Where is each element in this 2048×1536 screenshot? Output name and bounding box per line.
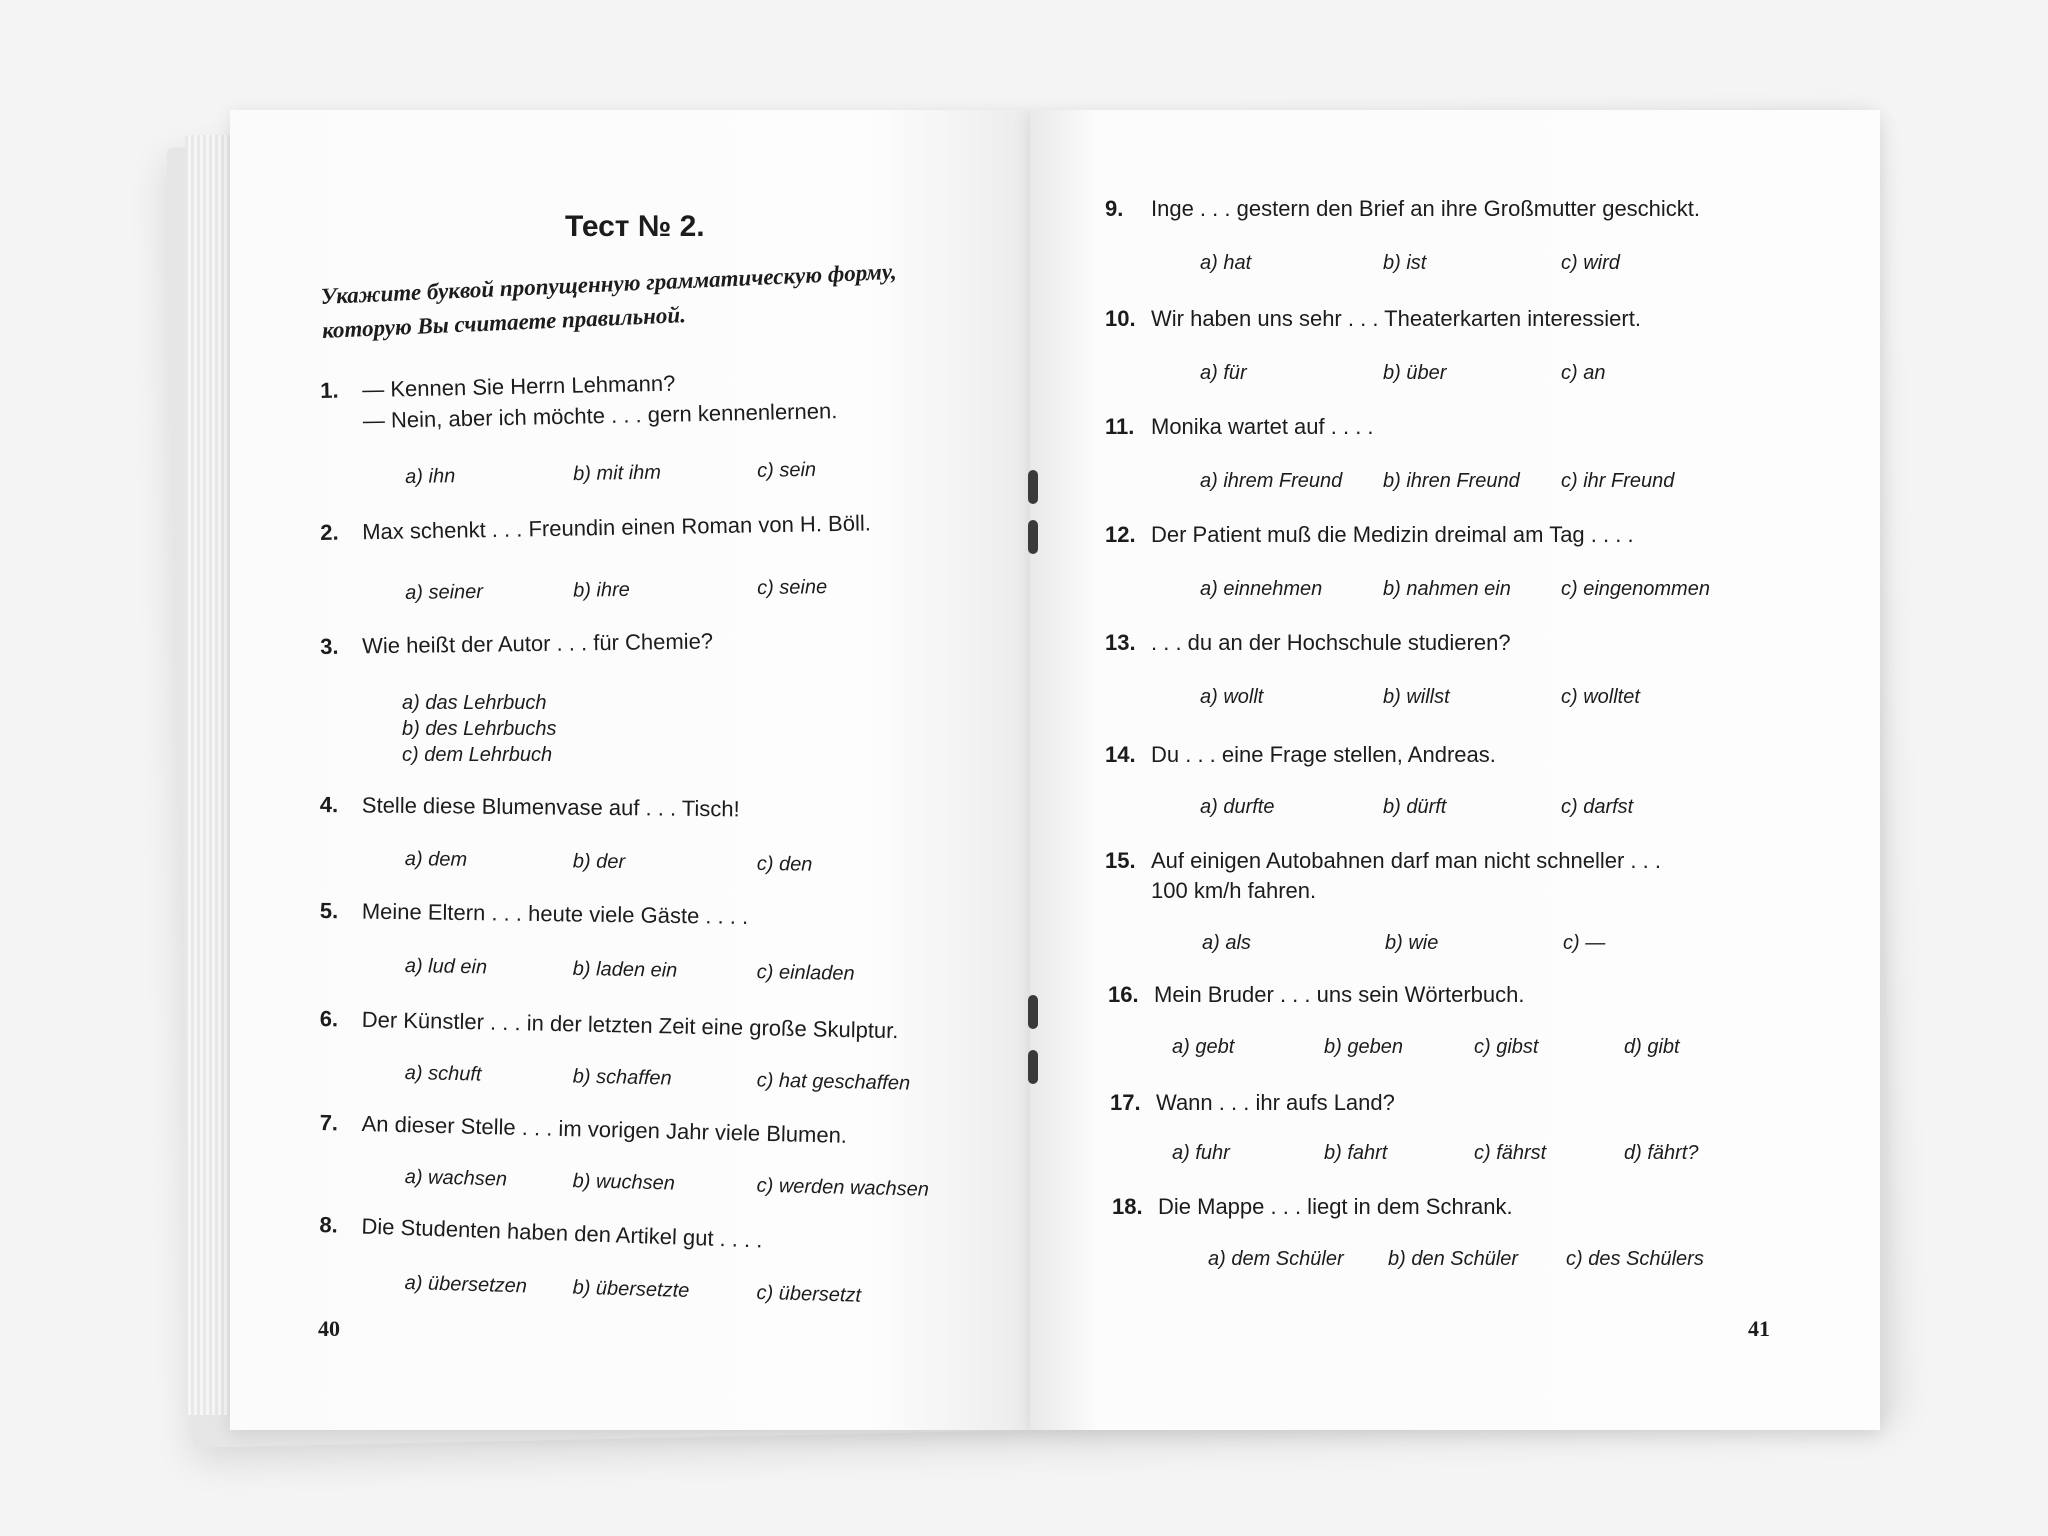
question-text: . . . du an der Hochschule studieren?: [1151, 630, 1511, 655]
option-a: a) dem: [404, 848, 468, 871]
question-number: 4.: [319, 792, 339, 818]
question-text: Die Mappe . . . liegt in dem Schrank.: [1158, 1194, 1513, 1219]
instruction-text: Укажите буквой пропущенную грамматическую форму, которую Вы считаете правильной.: [320, 258, 898, 343]
question-text: Wir haben uns sehr . . . Theaterkarten interessiert.: [1151, 306, 1641, 331]
question-16: [1108, 982, 1525, 1008]
option-c: c) hat geschaffen: [756, 1069, 911, 1095]
option-c: c) ihr Freund: [1561, 470, 1675, 492]
option-b: b) ihre: [572, 578, 630, 602]
option-b: b) wie: [1385, 932, 1439, 954]
question-12: [1105, 522, 1634, 548]
question-3: [320, 629, 713, 660]
question-text: Du . . . eine Frage stellen, Andreas.: [1151, 742, 1496, 767]
option-c: c) gibst: [1474, 1036, 1539, 1058]
option-b: b) laden ein: [572, 957, 678, 982]
answer-options: [1200, 362, 1605, 385]
question-number: 16.: [1108, 982, 1139, 1007]
question-15: [1105, 846, 1661, 906]
spine-staple: [1028, 995, 1038, 1029]
answer-options: [402, 690, 557, 768]
question-text: Die Studenten haben den Artikel gut . . . .: [361, 1213, 763, 1253]
spine-staple: [1028, 1050, 1038, 1084]
question-text: Der Patient muß die Medizin dreimal am Tag . . . .: [1151, 522, 1634, 547]
question-text-line2: — Nein, aber ich möchte . . . gern kennenlernen.: [362, 398, 838, 434]
question-text: Wie heißt der Autor . . . für Chemie?: [361, 628, 714, 659]
question-14: [1105, 742, 1496, 768]
option-a: a) einnehmen: [1200, 578, 1323, 600]
spine-staple: [1028, 520, 1038, 554]
option-b: b) übersetzte: [572, 1276, 690, 1302]
answer-options: [1200, 470, 1674, 493]
answer-options: [1200, 686, 1640, 709]
question-13: [1105, 630, 1511, 656]
question-text: Max schenkt . . . Freundin einen Roman von H. Böll.: [361, 510, 872, 545]
question-text-line2: 100 km/h fahren.: [1151, 878, 1317, 903]
option-b: b) den Schüler: [1388, 1248, 1519, 1270]
question-number: 12.: [1105, 522, 1136, 547]
option-c: c) seine: [756, 576, 828, 600]
option-c: c) darfst: [1561, 796, 1634, 818]
question-number: 18.: [1112, 1194, 1143, 1219]
option-d: d) fährt?: [1624, 1142, 1699, 1164]
question-number: 15.: [1105, 848, 1136, 873]
question-text: — Kennen Sie Herrn Lehmann?: [361, 370, 676, 403]
option-a: a) als: [1202, 932, 1251, 954]
question-4: [320, 792, 740, 822]
question-1: [320, 367, 838, 440]
option-c: c) den: [756, 852, 813, 876]
option-b: b) ist: [1383, 252, 1427, 274]
option-a: a) fuhr: [1172, 1142, 1230, 1164]
question-number: 17.: [1110, 1090, 1141, 1115]
option-a: a) wollt: [1200, 686, 1264, 708]
question-text: Inge . . . gestern den Brief an ihre Großmutter geschickt.: [1151, 196, 1701, 221]
option-c: c) an: [1561, 362, 1606, 384]
question-number: 5.: [319, 898, 339, 924]
option-b: b) über: [1383, 362, 1447, 384]
question-text: Stelle diese Blumenvase auf . . . Tisch!: [361, 792, 740, 822]
question-10: [1105, 306, 1641, 332]
option-b: b) dürft: [1383, 796, 1447, 818]
answer-options: [1208, 1248, 1704, 1271]
question-number: 11.: [1105, 414, 1135, 439]
page-number-left: 40: [318, 1316, 340, 1341]
option-b: b) schaffen: [572, 1065, 672, 1090]
question-number: 9.: [1105, 196, 1124, 221]
question-number: 14.: [1105, 742, 1136, 767]
option-a: a) das Lehrbuch: [402, 692, 547, 714]
option-c: c) einladen: [756, 961, 855, 985]
option-b: b) des Lehrbuchs: [402, 718, 557, 740]
question-number: 2.: [320, 519, 339, 545]
question-text: Meine Eltern . . . heute viele Gäste . . . .: [361, 898, 749, 929]
option-b: b) willst: [1383, 686, 1450, 708]
option-b: b) nahmen ein: [1383, 578, 1511, 600]
question-number: 1.: [320, 377, 339, 403]
question-11: [1105, 414, 1374, 440]
option-a: a) lud ein: [404, 955, 488, 979]
option-b: b) geben: [1324, 1036, 1403, 1058]
answer-options: [1172, 1036, 1680, 1059]
option-b: b) ihren Freund: [1383, 470, 1520, 492]
option-c: c) wird: [1561, 252, 1620, 274]
option-a: a) seiner: [405, 580, 484, 604]
answer-options: [1200, 796, 1633, 819]
option-b: b) fahrt: [1324, 1142, 1388, 1164]
option-c: c) fährst: [1474, 1142, 1547, 1164]
answer-options: [1172, 1142, 1698, 1165]
option-a: a) ihrem Freund: [1200, 470, 1343, 492]
question-text: Wann . . . ihr aufs Land?: [1156, 1090, 1395, 1115]
option-a: a) für: [1200, 362, 1247, 384]
question-text: Monika wartet auf . . . .: [1151, 414, 1374, 439]
option-a: a) durfte: [1200, 796, 1275, 818]
question-9: [1105, 196, 1700, 222]
question-number: 10.: [1105, 306, 1136, 331]
question-text: Der Künstler . . . in der letzten Zeit eine große Skulptur.: [361, 1006, 899, 1044]
option-a: a) gebt: [1172, 1036, 1235, 1058]
option-a: a) übersetzen: [404, 1272, 528, 1298]
question-text: Mein Bruder . . . uns sein Wörterbuch.: [1154, 982, 1525, 1007]
question-number: 6.: [319, 1006, 339, 1032]
option-c: c) des Schülers: [1566, 1248, 1704, 1270]
option-a: a) ihn: [405, 465, 456, 488]
option-a: a) schuft: [404, 1062, 482, 1086]
option-c: c) —: [1563, 932, 1606, 954]
answer-options: [1202, 932, 1605, 955]
question-text: An dieser Stelle . . . im vorigen Jahr viele Blumen.: [361, 1111, 848, 1148]
option-a: a) dem Schüler: [1208, 1248, 1344, 1270]
option-c: c) übersetzt: [756, 1281, 862, 1307]
question-17: [1110, 1090, 1395, 1116]
option-c: c) eingenommen: [1561, 578, 1710, 600]
answer-options: [1200, 252, 1620, 275]
question-text: Auf einigen Autobahnen darf man nicht schneller . . .: [1151, 848, 1661, 873]
page-number-right: 41: [1748, 1316, 1770, 1341]
option-a: a) wachsen: [404, 1166, 508, 1191]
option-a: a) hat: [1200, 252, 1252, 274]
option-d: d) gibt: [1624, 1036, 1680, 1058]
option-c: c) sein: [756, 458, 817, 482]
option-c: c) werden wachsen: [756, 1174, 930, 1201]
question-number: 8.: [319, 1212, 339, 1238]
question-18: [1112, 1194, 1513, 1220]
option-b: b) wuchsen: [572, 1170, 676, 1195]
test-title: Тест № 2.: [565, 210, 705, 243]
spine-staple: [1028, 470, 1038, 504]
option-c: c) wolltet: [1561, 686, 1640, 708]
option-b: b) mit ihm: [572, 461, 662, 486]
option-b: b) der: [572, 850, 626, 874]
question-number: 3.: [320, 633, 339, 659]
answer-options: [1200, 578, 1710, 601]
question-number: 7.: [319, 1110, 339, 1136]
option-c: c) dem Lehrbuch: [402, 744, 553, 766]
question-number: 13.: [1105, 630, 1136, 655]
